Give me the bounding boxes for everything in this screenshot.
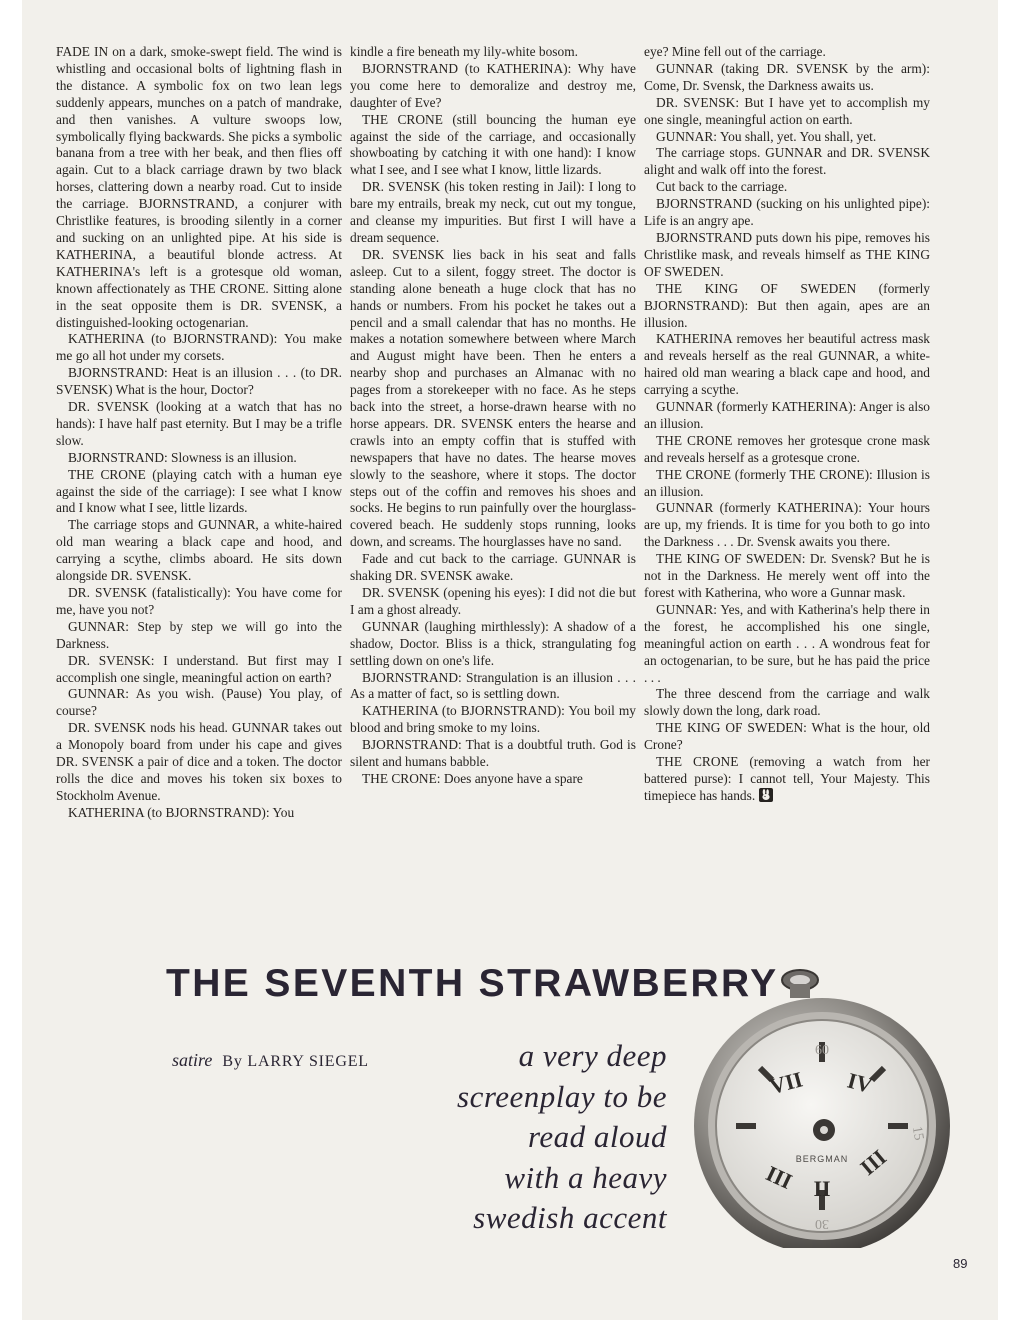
paragraph: DR. SVENSK lies back in his seat and falls asleep. Cut to a silent, foggy street. The doctor is standing alone beneath a huge clock that has no hands or numbers. From his pocket he takes out a pencil and a small calendar that has no months. He makes a notation somewhere between where March and August might have been. Then he enters a nearby shop and purchases an Almanac with no pages from a storekeeper with no face. As he steps back into the street, a horse-drawn hearse with no horse appears. DR. SVENSK enters the hearse and crawls into an empty coffin that is stuffed with newspapers that have no dates. The hearse moves slowly to the seashore, where it stops. The doctor steps out of the coffin and removes his shoes and socks. He begins to run painfully over the hourglass-covered beach. He suddenly stops running, looks down, and screams. The hourglasses have no sand. <box>350 246 636 550</box>
paragraph: Cut back to the carriage. <box>656 179 788 195</box>
paragraph: BJORNSTRAND: Strangulation is an illusion . . . As a matter of fact, so is settling down. <box>350 669 636 702</box>
paragraph: BJORNSTRAND (to KATHERINA): Why have you come here to demoralize and destroy me, daughter of Eve? <box>350 60 636 110</box>
paragraph: THE KING OF SWEDEN: Dr. Svensk? But he is not in the Darkness. He merely went off into the forest with Katherina, who wore a Gunnar mask. <box>644 551 930 600</box>
paragraph: DR. SVENSK (his token resting in Jail): I long to bare my entrails, break my neck, cut out my tongue, and cleanse my impurities. But first I will have a dream sequence. <box>350 179 636 245</box>
paragraph-final-text: THE CRONE (removing a watch from her battered purse): I cannot tell, Your Majesty. This timepiece has hands. <box>644 754 930 803</box>
byline-kind: satire <box>172 1050 213 1070</box>
paragraph: The carriage stops and GUNNAR, a white-haired old man wearing a black cape and hood, and carrying a scythe, climbs aboard. He sits down alongside DR. SVENSK. <box>56 517 342 584</box>
paragraph: GUNNAR: Yes, and with Katherina's help there in the forest, he accomplished his one single, meaningful action on earth . . . A wondrous feat for an octogenarian, to be sure, but he has paid the price . . . <box>644 601 930 685</box>
paragraph: GUNNAR (formerly KATHERINA): Anger is also an illusion. <box>644 399 930 431</box>
paragraph: DR. SVENSK (opening his eyes): I did not die but I am a ghost already. <box>350 585 636 617</box>
paragraph: DR. SVENSK: I understand. But first may I accomplish one single, meaningful action on earth? <box>56 652 342 685</box>
paragraph: BJORNSTRAND (sucking on his unlighted pipe): Life is an angry ape. <box>644 196 930 229</box>
paragraph: GUNNAR (taking DR. SVENSK by the arm): Come, Dr. Svensk, the Darkness awaits us. <box>644 60 930 93</box>
svg-text:VII: VII <box>766 1066 806 1100</box>
paragraph: THE KING OF SWEDEN (formerly BJORNSTRAND): But then again, apes are an illusion. <box>644 280 930 330</box>
paragraph: THE KING OF SWEDEN: What is the hour, old Crone? <box>644 720 930 753</box>
paragraph: BJORNSTRAND: That is a doubtful truth. God is silent and humans babble. <box>350 737 636 770</box>
paragraph: BJORNSTRAND: Slowness is an illusion. <box>68 449 297 465</box>
paragraph: THE CRONE (formerly THE CRONE): Illusion is an illusion. <box>644 466 930 499</box>
paragraph: THE CRONE removes her grotesque crone mask and reveals herself as a grotesque crone. <box>644 432 930 465</box>
byline <box>172 1050 369 1071</box>
paragraph: KATHERINA (to BJORNSTRAND): You <box>68 804 295 820</box>
svg-text:III: III <box>762 1160 797 1194</box>
watch-brand-label: BERGMAN <box>795 1154 849 1164</box>
subtitle-line: swedish accent <box>473 1200 667 1235</box>
svg-text:IV: IV <box>844 1067 875 1098</box>
paragraph: BJORNSTRAND: Heat is an illusion . . . (to DR. SVENSK) What is the hour, Doctor? <box>56 365 342 398</box>
text-column-3 <box>644 44 930 805</box>
paragraph: THE CRONE (still bouncing the human eye against the side of the carriage, and occasionally showboating by catching it with one hand): I know what I see, and I see what I know, little lizards. <box>350 111 636 178</box>
paragraph: eye? Mine fell out of the carriage. <box>644 44 826 59</box>
magazine-page <box>22 0 998 1320</box>
paragraph: KATHERINA (to BJORNSTRAND): You boil my blood and bring smoke to my loins. <box>350 703 636 736</box>
svg-text:60: 60 <box>815 1043 829 1058</box>
paragraph-final <box>644 754 930 805</box>
paragraph: GUNNAR: Step by step we will go into the Darkness. <box>56 618 342 651</box>
svg-text:15: 15 <box>908 1125 927 1142</box>
article-title: THE SEVENTH STRAWBERRY <box>166 962 779 1005</box>
subtitle-line: screenplay to be <box>457 1078 667 1114</box>
paragraph: DR. SVENSK (fatalistically): You have come for me, have you not? <box>56 585 342 617</box>
text-column-2 <box>350 44 636 788</box>
paragraph: GUNNAR (laughing mirthlessly): A shadow of a shadow, Doctor. Bliss is a thick, strangulating fog settling down on one's life. <box>350 618 636 668</box>
subtitle-line: a very deep <box>518 1038 667 1073</box>
paragraph: The three descend from the carriage and walk slowly down the long, dark road. <box>644 686 930 719</box>
paragraph: DR. SVENSK: But I have yet to accomplish my one single, meaningful action on earth. <box>644 94 930 127</box>
paragraph: BJORNSTRAND puts down his pipe, removes his Christlike mask, and reveals himself as THE KING OF SWEDEN. <box>644 229 930 279</box>
page-number: 89 <box>953 1256 968 1271</box>
svg-text:II: II <box>813 1176 831 1201</box>
subtitle-line: read aloud <box>527 1119 667 1154</box>
paragraph: The carriage stops. GUNNAR and DR. SVENSK alight and walk off into the forest. <box>644 145 930 178</box>
paragraph: GUNNAR (formerly KATHERINA): Your hours are up, my friends. It is time for you both to go into the Darkness . . . Dr. Svensk awaits you there. <box>644 500 930 550</box>
subtitle-line: with a heavy <box>504 1159 667 1195</box>
paragraph: THE CRONE: Does anyone have a spare <box>362 770 583 786</box>
paragraph: Fade and cut back to the carriage. GUNNAR is shaking DR. SVENSK awake. <box>350 551 636 584</box>
paragraph: DR. SVENSK (looking at a watch that has no hands): I have half past eternity. But I may be a trifle slow. <box>56 399 342 448</box>
pocket-watch-illustration <box>672 958 972 1248</box>
paragraph: kindle a fire beneath my lily-white bosom. <box>350 44 578 59</box>
paragraph: GUNNAR: You shall, yet. You shall, yet. <box>656 128 877 144</box>
text-column-1 <box>56 44 342 822</box>
article-subtitle <box>422 1036 667 1239</box>
paragraph: KATHERINA removes her beautiful actress mask and reveals herself as the real GUNNAR, a white-haired old man wearing a black cape and hood, and carrying a scythe. <box>644 331 930 398</box>
rabbit-head-icon <box>759 788 773 802</box>
paragraph: GUNNAR: As you wish. (Pause) You play, of course? <box>56 686 342 719</box>
paragraph: FADE IN on a dark, smoke-swept field. The wind is whistling and occasional bolts of lightning flash in the distance. A symbolic fox on two lean legs suddenly appears, munches on a patch of mandrake, and then vanishes. A vulture swoops low, symbolically flying backwards. She picks a symbolic banana from a tree with her beak, and then flies off again. Cut to a black carriage drawn by two black horses, clattering down a nearby road. Cut to inside the carriage. BJORNSTRAND, a conjurer with Christlike features, is brooding silently in a corner and sucking on an unlighted pipe. At his side is KATHERINA, a beautiful blonde actress. At KATHERINA's left is a grotesque old woman, known affectionately as THE CRONE. Sitting alone in the seat opposite them is DR. SVENSK, a distinguished-looking octogenarian. <box>56 44 342 330</box>
paragraph: THE CRONE (playing catch with a human eye against the side of the carriage): I see what I know and I know what I see, little lizards. <box>56 466 342 516</box>
svg-text:III: III <box>855 1144 892 1181</box>
paragraph: DR. SVENSK nods his head. GUNNAR takes out a Monopoly board from under his cape and gives DR. SVENSK a pair of dice and a token. The doctor rolls the dice and moves his token six boxes to Stockholm Avenue. <box>56 720 342 803</box>
byline-author: By LARRY SIEGEL <box>222 1053 369 1070</box>
svg-text:30: 30 <box>815 1216 829 1231</box>
paragraph: KATHERINA (to BJORNSTRAND): You make me go all hot under my corsets. <box>56 331 342 364</box>
